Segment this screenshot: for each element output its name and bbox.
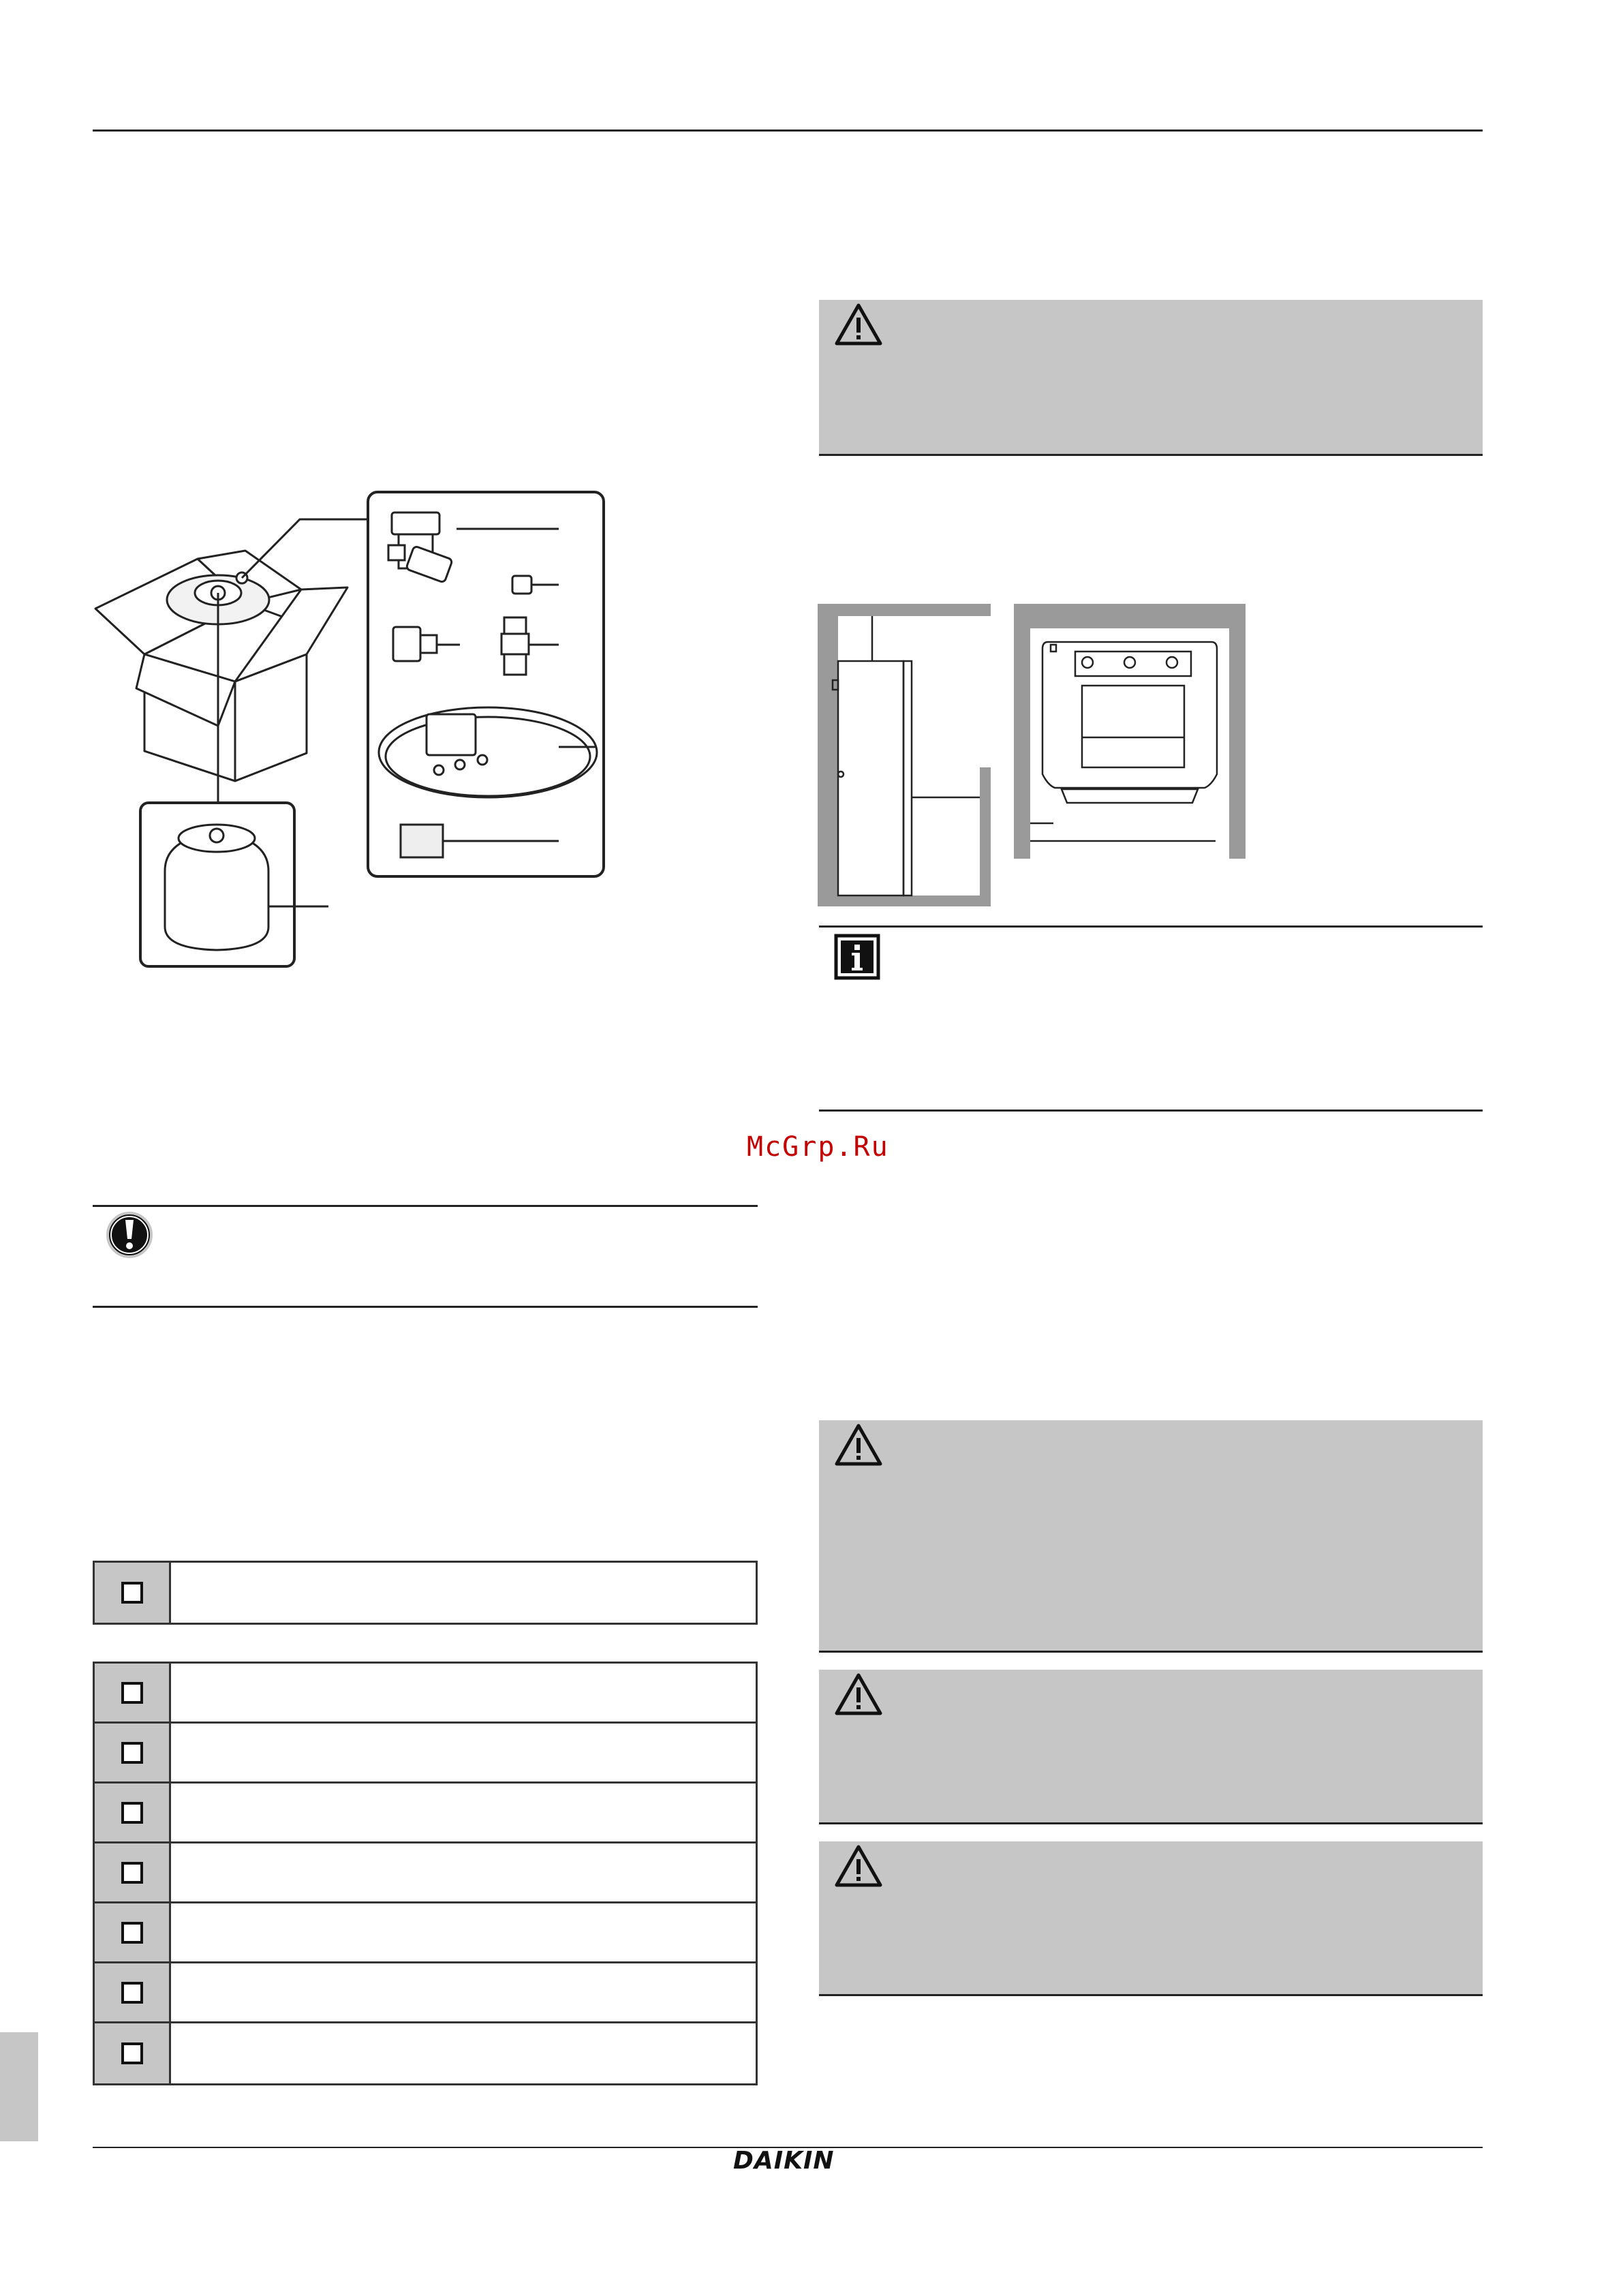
checkbox-icon[interactable]: [121, 1982, 143, 2004]
notice-box-top-rule: [93, 1205, 758, 1207]
warning-box-1-rule: [819, 454, 1483, 456]
info-icon: [834, 934, 880, 980]
checklist-main: [93, 1662, 758, 2085]
checkbox-icon[interactable]: [121, 2042, 143, 2064]
warning-box-3-rule: [819, 1822, 1483, 1824]
checkbox-icon[interactable]: [121, 1682, 143, 1704]
checklist-row-text: [171, 1724, 756, 1781]
warning-triangle-icon: [834, 1423, 883, 1467]
checkbox-icon[interactable]: [121, 1742, 143, 1764]
warning-box-4-rule: [819, 1994, 1483, 1996]
checkbox-icon[interactable]: [121, 1862, 143, 1884]
warning-box-2: [819, 1420, 1483, 1652]
checklist-row: [95, 1724, 756, 1784]
checklist-row: [95, 1843, 756, 1903]
info-box-top-rule: [819, 925, 1483, 928]
checklist-row: [95, 1664, 756, 1724]
clearance-diagram-top: [1014, 604, 1246, 859]
checklist-row: [95, 1963, 756, 2023]
brand-logo: DAIKIN: [733, 2147, 835, 2175]
warning-triangle-icon: [834, 1672, 883, 1716]
header-rule: [93, 129, 1483, 132]
warning-box-3: [819, 1670, 1483, 1824]
checklist-row-text: [171, 1903, 756, 1961]
warning-triangle-icon: [834, 303, 883, 346]
warning-box-4: [819, 1841, 1483, 1995]
warning-triangle-icon: [834, 1844, 883, 1888]
clearance-diagram-side: [818, 604, 991, 906]
checklist-row: [95, 1784, 756, 1843]
checklist-single: [93, 1561, 758, 1625]
checkbox-icon[interactable]: [121, 1582, 143, 1604]
side-tab: [0, 2032, 38, 2141]
watermark: McGrp.Ru: [747, 1131, 889, 1163]
checklist-row-text: [171, 1563, 756, 1623]
checkbox-icon[interactable]: [121, 1802, 143, 1824]
accessories-figure: [89, 484, 606, 975]
warning-box-2-rule: [819, 1651, 1483, 1653]
checklist-row: [95, 2023, 756, 2083]
checklist-row: [95, 1563, 756, 1623]
checklist-row-text: [171, 1784, 756, 1841]
exclamation-circle-icon: [105, 1210, 154, 1259]
checklist-row-text: [171, 2023, 756, 2083]
info-box-bottom-rule: [819, 1109, 1483, 1112]
checklist-row-text: [171, 1963, 756, 2021]
checklist-row: [95, 1903, 756, 1963]
checklist-row-text: [171, 1664, 756, 1721]
checkbox-icon[interactable]: [121, 1922, 143, 1944]
notice-box-bottom-rule: [93, 1306, 758, 1308]
checklist-row-text: [171, 1843, 756, 1901]
warning-box-1: [819, 300, 1483, 455]
